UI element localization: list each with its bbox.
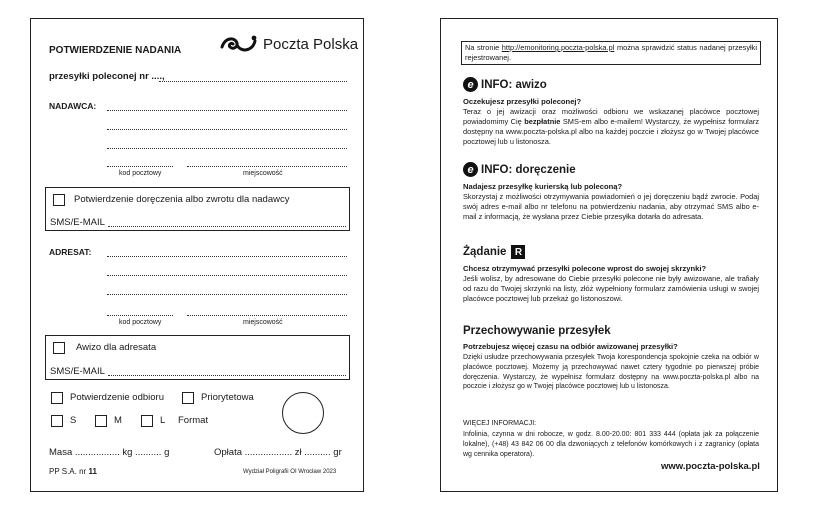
avizo-heading — [463, 77, 547, 92]
avizo-subheading: Oczekujesz przesyłki poleconej? — [463, 97, 582, 106]
sender-city-field[interactable] — [187, 166, 347, 167]
poczta-polska-logo — [219, 31, 358, 57]
recipient-city-label: miejscowość — [243, 319, 283, 326]
posting-receipt-card — [30, 18, 364, 492]
recipient-line-1[interactable] — [107, 256, 347, 257]
recipient-line-3[interactable] — [107, 294, 347, 295]
sender-line-1[interactable] — [107, 110, 347, 111]
priority-checkbox[interactable] — [182, 392, 194, 404]
mass-field[interactable]: Masa ................. kg .......... g — [49, 447, 170, 458]
registered-r-badge: R — [511, 245, 525, 259]
e-service-icon: e — [463, 77, 478, 92]
sender-line-2[interactable] — [107, 129, 347, 130]
size-s-checkbox[interactable] — [51, 415, 63, 427]
tracking-info-box — [461, 41, 761, 65]
more-info-heading: WIĘCEJ INFORMACJI: — [463, 420, 537, 427]
info-card — [440, 18, 778, 492]
avizo-heading-text: awizo — [515, 78, 547, 91]
post-horn-icon — [219, 33, 259, 55]
tracking-rest: można sprawdzić status nadanej przesyłki rejestrowanej. — [465, 43, 758, 63]
format-label: Format — [178, 415, 209, 426]
priority-label: Priorytetowa — [201, 392, 254, 403]
sender-city-label: miejscowość — [243, 170, 283, 177]
notice-checkbox[interactable] — [53, 342, 65, 354]
website-link[interactable]: www.poczta-polska.pl — [661, 461, 760, 472]
sms-email-label: SMS/E-MAIL — [50, 217, 105, 228]
receipt-confirmation-checkbox[interactable] — [51, 392, 63, 404]
delivery-subheading: Nadajesz przesyłkę kurierską lub poleconą? — [463, 182, 623, 191]
delivery-body: Skorzystaj z możliwości otrzymywania powiadomień o jej doręczeniu bądź zwrocie. Podaj swój adres e-mail albo nr telefonu na potwierdzeniu nadania, aby otrzymać SMS albo e-mail z informacją, że wysłana przez Ciebie przesyłka dotarła do adresata. — [463, 192, 759, 222]
size-m-checkbox[interactable] — [95, 415, 107, 427]
sms-email-field[interactable] — [108, 226, 346, 227]
storage-body: Dzięki usłudze przechowywania przesyłek Twoja korespondencja spokojnie czeka na odbiór w placówce pocztowej. Możemy ją przechowywać nawet cztery tygodnie po pierwszej próbie doręczenia. Wystarczy, że wypełnisz formularz dostępny na www.poczta-polska.pl albo na poczcie i złożysz go w Twojej placówce pocztowej lub u listonosza. — [463, 354, 759, 391]
delivery-confirmation-checkbox[interactable] — [53, 194, 65, 206]
size-s-label: S — [70, 415, 77, 426]
sender-postal-code-field[interactable] — [107, 166, 173, 167]
request-heading — [463, 245, 525, 259]
avizo-body-b: SMS-em albo e-mailem! Wystarczy, że wypełnisz formularz dostępny na www.poczta-polska.pl albo na każdej poczcie i złożysz go w Twojej placówce pocztowej lub u listonosza. — [463, 117, 760, 147]
document-title: POTWIERDZENIE NADANIA — [49, 45, 182, 56]
e-service-icon: e — [463, 162, 478, 177]
form-code-prefix: PP S.A. nr — [49, 467, 87, 476]
form-code-number: 11 — [88, 467, 97, 476]
postal-stamp-circle — [282, 392, 324, 434]
avizo-body-a: Teraz o jej awizacji oraz możliwości odbioru we wskazanej placówce pocztowej powiadomimy Cię — [463, 107, 759, 127]
recipient-city-field[interactable] — [187, 315, 347, 316]
logo-text: Poczta Polska — [263, 35, 359, 53]
storage-subheading: Potrzebujesz więcej czasu na odbiór awizowanej przesyłki? — [463, 342, 678, 351]
request-subheading: Chcesz otrzymywać przesyłki polecone wprost do swojej skrzynki? — [463, 264, 707, 273]
parcel-number-field[interactable] — [159, 81, 347, 82]
recipient-label: ADRESAT: — [49, 247, 92, 257]
avizo-info-prefix: INFO: — [481, 78, 513, 91]
delivery-confirmation-label: Potwierdzenie doręczenia albo zwrotu dla nadawcy — [74, 194, 290, 205]
sender-line-3[interactable] — [107, 148, 347, 149]
notice-sms-email-field[interactable] — [108, 375, 346, 376]
form-code — [49, 467, 97, 476]
delivery-info-prefix: INFO: — [481, 163, 513, 176]
more-info-body: Infolinia, czynna w dni robocze, w godz. 8.00-20.00: 801 333 444 (opłata jak za połączenie lokalne), (+48) 43 842 06 00 dla dzwoniących z telefonów komórkowych i z zagranicy (opłata wg cennika operatora). — [463, 431, 759, 458]
size-l-checkbox[interactable] — [141, 415, 153, 427]
recipient-postal-code-field[interactable] — [107, 315, 173, 316]
sender-postal-code-label: kod pocztowy — [119, 170, 162, 177]
avizo-body — [463, 107, 759, 147]
avizo-body-bold: bezpłatnie — [524, 117, 561, 127]
fee-field[interactable]: Opłata .................. zł .......... gr — [214, 447, 342, 458]
printer-note: Wydział Poligrafii OI Wrocław 2023 — [243, 469, 337, 475]
recipient-line-2[interactable] — [107, 275, 347, 276]
notice-box — [45, 335, 350, 380]
tracking-intro: Na stronie — [465, 43, 500, 52]
tracking-link[interactable]: http://emonitoring.poczta-polska.pl — [501, 43, 615, 52]
delivery-confirmation-box — [45, 187, 350, 231]
request-body: Jeśli wolisz, by adresowane do Ciebie przesyłki polecone nie były awizowane, ale trafiały od razu do Twojej skrzynki na listy, złóż wypełniony formularz zamówienia usługi w swojej placówce pocztowej lub przekaż go listonoszowi. — [463, 274, 759, 304]
size-l-label: L — [160, 415, 166, 426]
delivery-heading-text: doręczenie — [515, 163, 576, 176]
storage-heading: Przechowywanie przesyłek — [463, 325, 611, 337]
sender-label: NADAWCA: — [49, 101, 97, 111]
notice-sms-email-label: SMS/E-MAIL — [50, 366, 105, 377]
delivery-heading — [463, 162, 576, 177]
recipient-postal-code-label: kod pocztowy — [119, 319, 162, 326]
receipt-confirmation-label: Potwierdzenie odbioru — [70, 392, 165, 403]
parcel-number-label: przesyłki poleconej nr ...., — [49, 71, 165, 82]
size-m-label: M — [114, 415, 122, 426]
notice-label: Awizo dla adresata — [76, 342, 157, 353]
request-heading-text: Żądanie — [463, 246, 507, 258]
